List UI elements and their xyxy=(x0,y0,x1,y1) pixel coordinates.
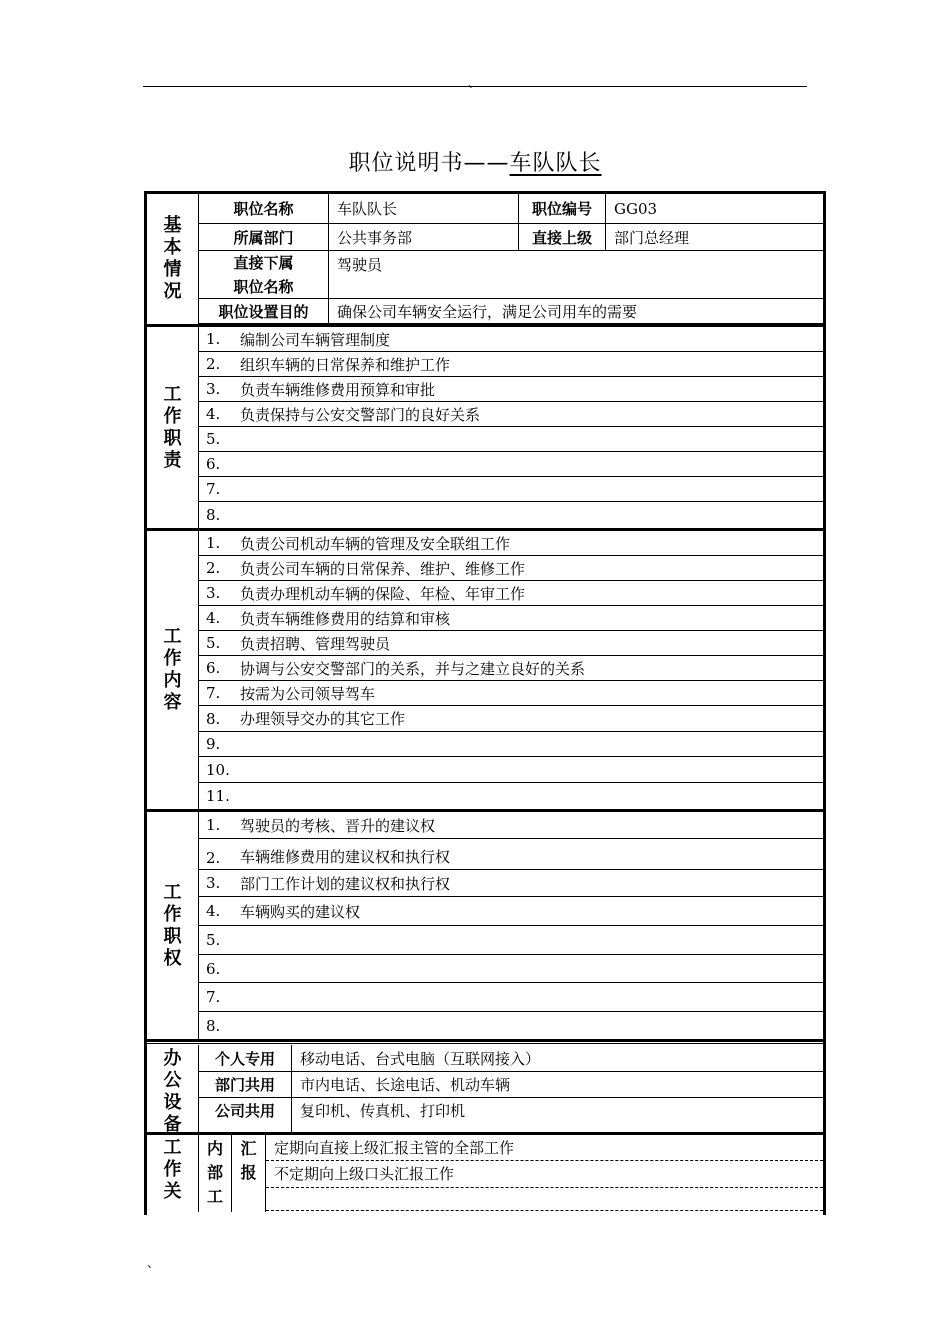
relations-dash xyxy=(266,1210,823,1211)
content-row: 6. 协调与公安交警部门的关系，并与之建立良好的关系 xyxy=(199,656,823,681)
department-value: 公共事务部 xyxy=(329,224,519,251)
section-office-equipment xyxy=(147,1045,823,1135)
content-row: 3. 负责办理机动车辆的保险、年检、年审工作 xyxy=(199,581,823,606)
equipment-label-department: 部门共用 xyxy=(199,1072,292,1098)
authority-row: 3. 部门工作计划的建议权和执行权 xyxy=(199,870,823,897)
section-divider xyxy=(147,1039,823,1042)
position-name-value: 车队队长 xyxy=(329,194,519,224)
section-divider-double xyxy=(147,1043,823,1044)
relations-line: 定期向直接上级汇报主管的全部工作 xyxy=(274,1139,515,1157)
superior-value: 部门总经理 xyxy=(606,224,823,251)
content-row: 2. 负责公司车辆的日常保养、维护、维修工作 xyxy=(199,556,823,581)
footer-mark: 、 xyxy=(147,1256,160,1270)
department-label: 所属部门 xyxy=(199,224,329,251)
section-work-content xyxy=(147,531,823,809)
purpose-value: 确保公司车辆安全运行，满足公司用车的需要 xyxy=(329,299,823,324)
duty-row: 4. 负责保持与公安交警部门的良好关系 xyxy=(199,402,823,427)
authority-row: 2. 车辆维修费用的建议权和执行权 xyxy=(199,839,823,870)
equipment-label-personal: 个人专用 xyxy=(199,1045,292,1072)
authority-row: 6. xyxy=(199,955,823,983)
page-title xyxy=(0,146,950,177)
equipment-value-department: 市内电话、长途电话、机动车辆 xyxy=(292,1072,823,1098)
subordinate-label xyxy=(199,251,329,299)
authority-list xyxy=(199,812,823,1039)
relations-line: 不定期向上级口头汇报工作 xyxy=(274,1165,455,1183)
purpose-label: 职位设置目的 xyxy=(199,299,329,324)
subordinate-value: 驾驶员 xyxy=(329,251,823,299)
relations-table xyxy=(199,1135,823,1212)
subordinate-label-line1: 直接下属 xyxy=(233,253,294,272)
position-code-value: GG03 xyxy=(606,194,823,224)
duty-row: 5. xyxy=(199,427,823,452)
basic-info-table xyxy=(199,194,823,324)
content-row: 11. xyxy=(206,787,230,805)
authority-row: 5. xyxy=(199,926,823,955)
section-authority xyxy=(147,812,823,1039)
section-basic-info xyxy=(147,194,823,324)
section-duties xyxy=(147,327,823,528)
equipment-value-company: 复印机、传真机、打印机 xyxy=(300,1102,466,1120)
equipment-label-company: 公司共用 xyxy=(199,1098,292,1132)
equipment-value-personal: 移动电话、台式电脑（互联网接入） xyxy=(292,1045,823,1072)
relations-line xyxy=(266,1188,823,1210)
content-row: 7. 按需为公司领导驾车 xyxy=(199,681,823,706)
duty-row: 8. xyxy=(206,506,221,524)
relations-report-label: 汇报 xyxy=(232,1135,266,1212)
section-label-content: 工作内容 xyxy=(147,531,199,809)
section-label-equipment: 办公设备 xyxy=(147,1045,199,1132)
content-row: 4. 负责车辆维修费用的结算和审核 xyxy=(199,606,823,631)
section-label-authority: 工作职权 xyxy=(147,812,199,1039)
position-code-label: 职位编号 xyxy=(519,194,606,224)
header-mark: 、 xyxy=(468,76,481,90)
duty-row: 2. 组织车辆的日常保养和维护工作 xyxy=(199,352,823,377)
header-rule xyxy=(143,86,807,87)
section-work-relations xyxy=(147,1135,823,1212)
title-position-name: 车队队长 xyxy=(509,151,602,176)
authority-row: 1. 驾驶员的考核、晋升的建议权 xyxy=(199,812,823,839)
position-name-label: 职位名称 xyxy=(199,194,329,224)
content-row: 1. 负责公司机动车辆的管理及安全联组工作 xyxy=(199,531,823,556)
duty-row: 3. 负责车辆维修费用预算和审批 xyxy=(199,377,823,402)
authority-row: 4. 车辆购买的建议权 xyxy=(199,897,823,926)
duty-row: 6. xyxy=(199,452,823,477)
content-row: 9. xyxy=(199,732,823,757)
superior-label: 直接上级 xyxy=(519,224,606,251)
subordinate-label-line2: 职位名称 xyxy=(233,277,294,296)
duty-row: 1. 编制公司车辆管理制度 xyxy=(199,327,823,352)
authority-row: 7. xyxy=(199,983,823,1012)
duties-list xyxy=(199,327,823,528)
section-label-duties: 工作职责 xyxy=(147,327,199,528)
content-row: 8. 办理领导交办的其它工作 xyxy=(199,706,823,732)
relations-internal-label: 内部工 xyxy=(199,1135,232,1212)
section-label-basic: 基本情况 xyxy=(147,194,199,324)
content-row: 10. xyxy=(199,757,823,783)
duty-row: 7. xyxy=(199,477,823,502)
content-row: 5. 负责招聘、管理驾驶员 xyxy=(199,631,823,656)
equipment-table xyxy=(199,1045,823,1132)
content-list xyxy=(199,531,823,809)
authority-row: 8. xyxy=(206,1016,221,1035)
section-label-relations: 工作关 xyxy=(147,1135,199,1212)
title-prefix: 职位说明书—— xyxy=(348,151,510,176)
